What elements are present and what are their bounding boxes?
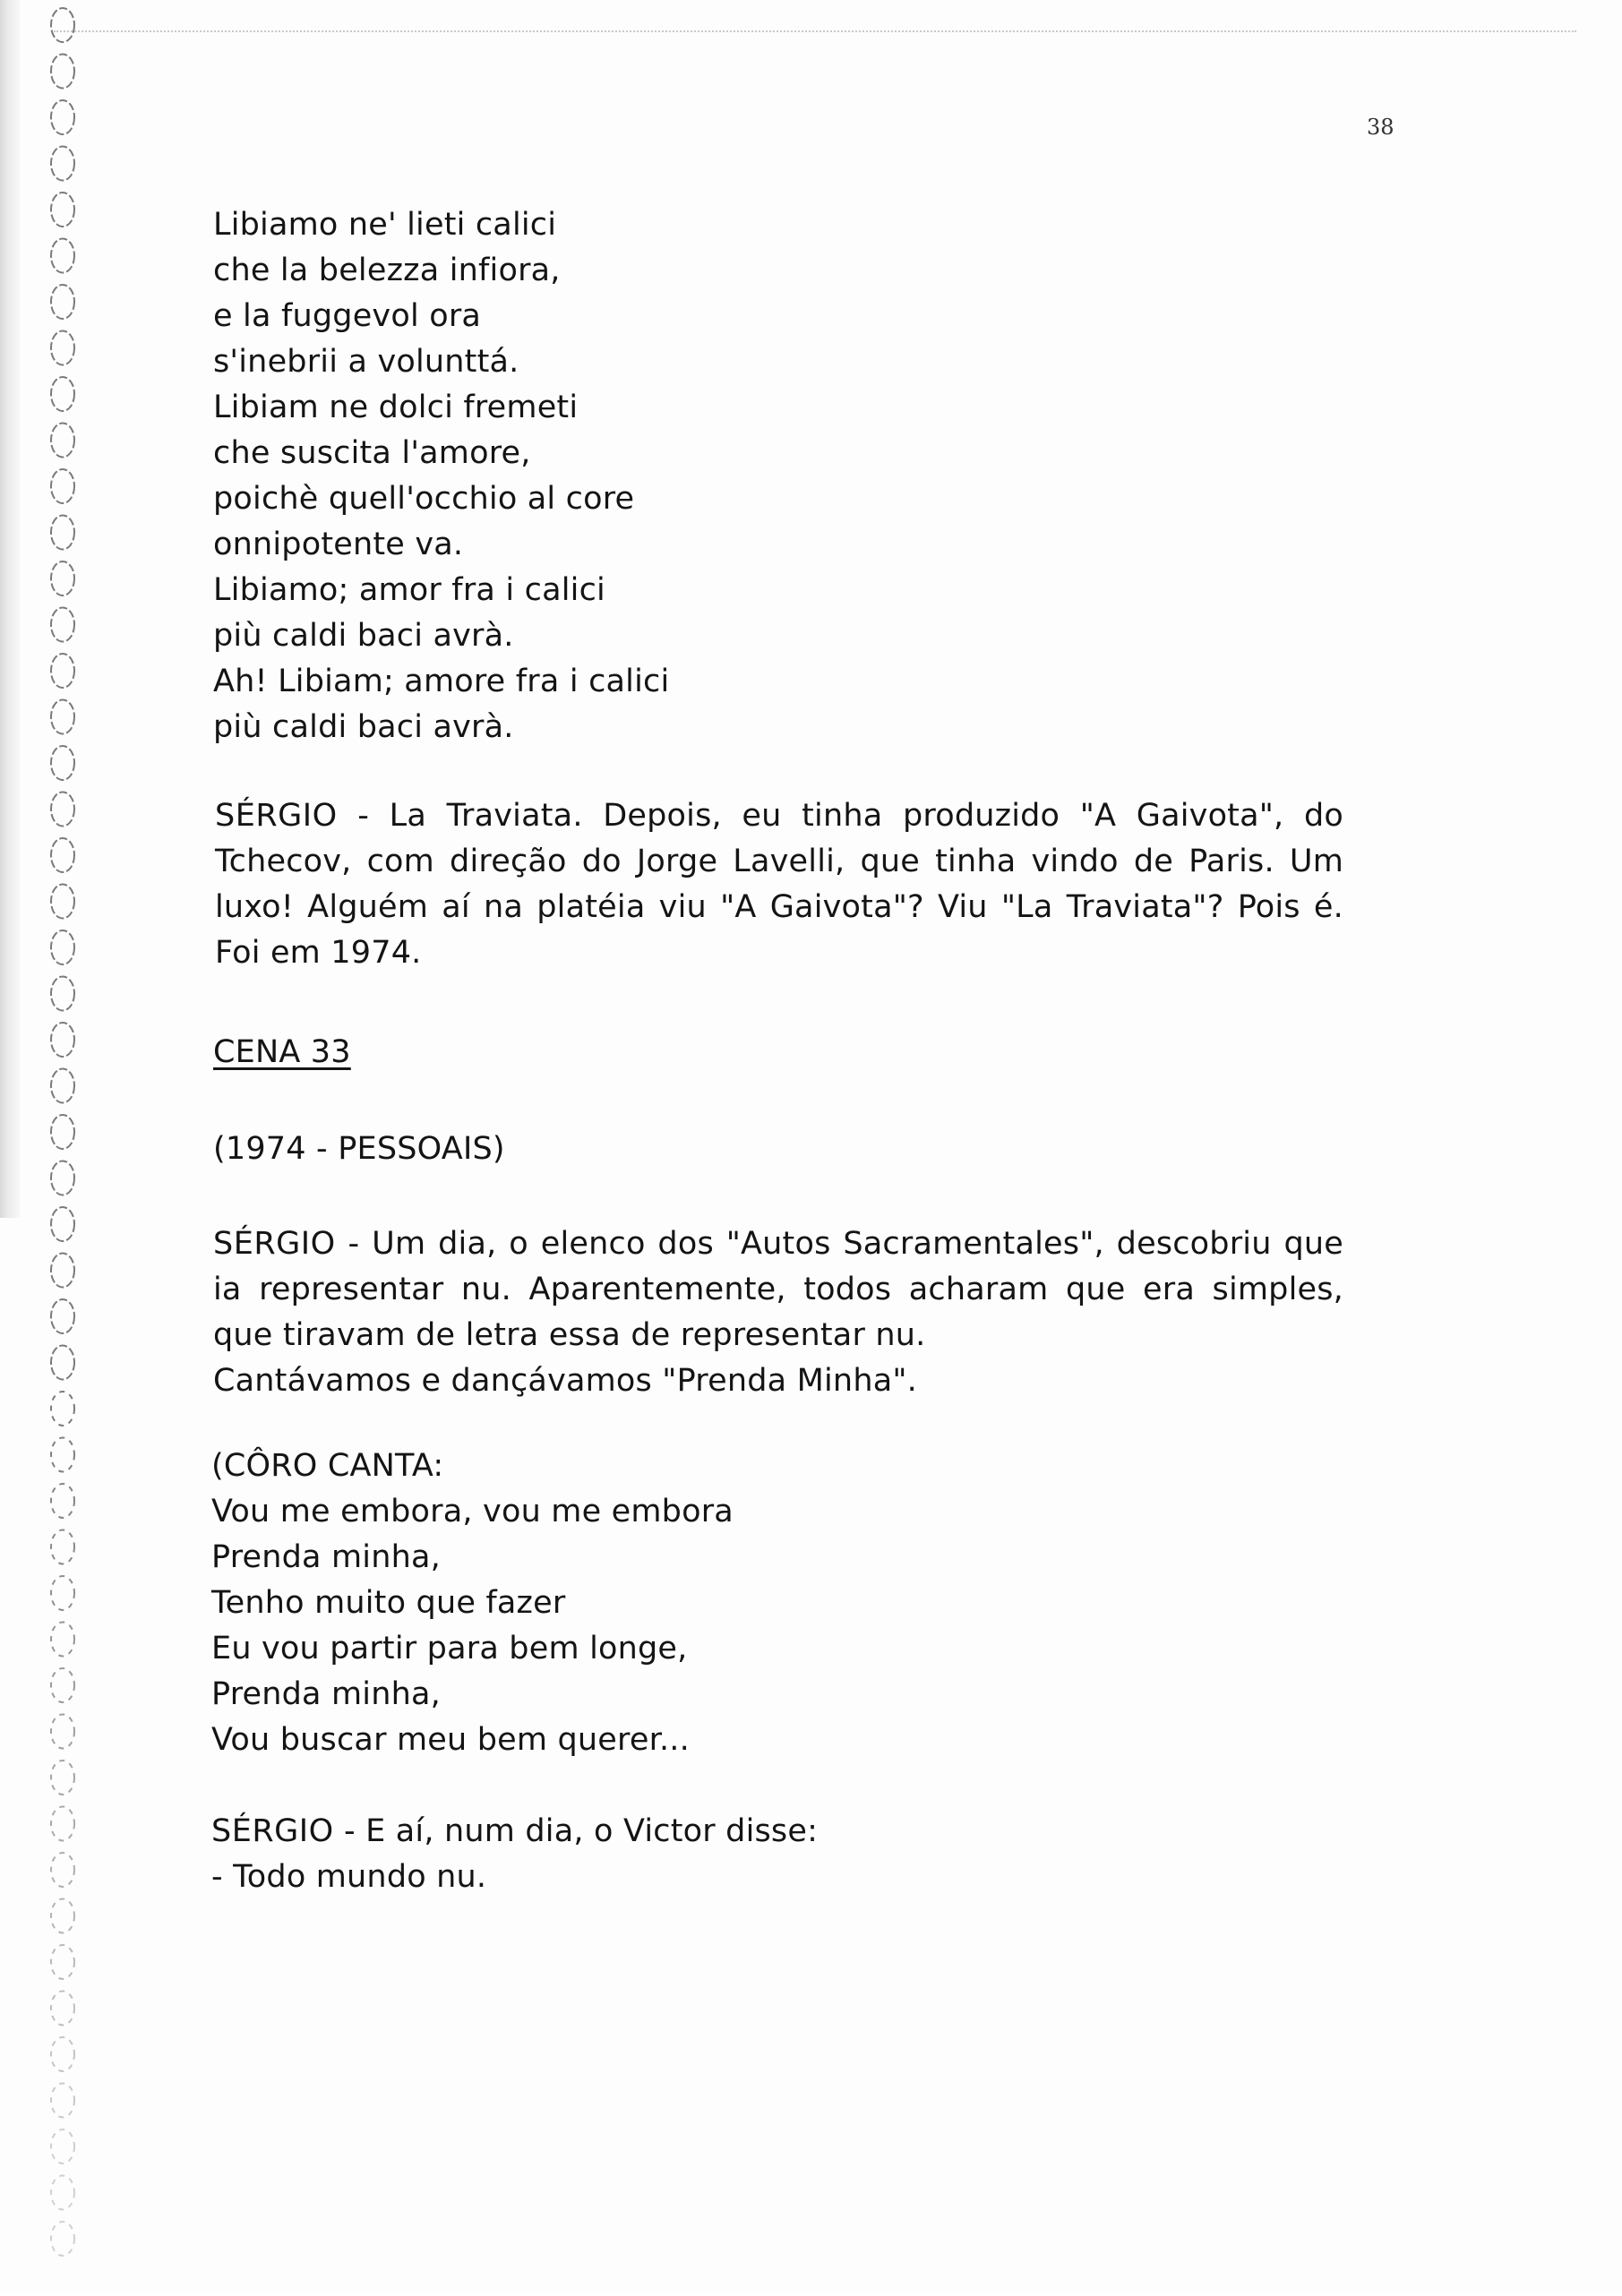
verse-line: che la belezza infiora, [213,253,561,288]
speech-body: - E aí, num dia, o Victor disse: [333,1813,819,1849]
binding-hole [51,1945,74,1979]
speech-paragraph-3 [211,1809,1342,1900]
binding-hole [51,1254,74,1288]
verse-line: Libiamo; amor fra i calici [213,572,605,608]
binding-hole [51,1992,74,2026]
binding-hole [51,792,74,827]
binding-hole [51,1438,74,1472]
verse-line: Ah! Libiam; amore fra i calici [213,664,670,699]
binding-hole [51,2037,74,2071]
speech-text [215,793,1343,976]
speaker-name: SÉRGIO [215,798,338,834]
verse-line: e la fuggevol ora [213,298,482,334]
binding-hole [51,1069,74,1103]
verse-line: Libiam ne dolci fremeti [213,390,579,425]
binding-hole [51,1299,74,1333]
binding-hole [51,1853,74,1887]
binding-hole [51,285,74,319]
binding-hole [51,469,74,503]
binding-hole [51,1715,74,1749]
page-number: 38 [1367,115,1395,140]
song-line: Prenda minha, [211,1676,441,1712]
song-line: Tenho muito que fazer [211,1585,566,1621]
verse-line: s'inebrii a volunttá. [213,344,519,380]
choir-direction: (CÔRO CANTA: [211,1448,444,1484]
binding-hole [51,239,74,273]
verse-line: onnipotente va. [213,527,464,562]
spiral-binding [0,0,99,2292]
binding-hole [51,1115,74,1149]
binding-hole [51,424,74,458]
verse-line: più caldi baci avrà. [213,618,514,654]
speaker-name: SÉRGIO [213,1226,336,1262]
binding-hole [51,516,74,550]
binding-hole [51,1484,74,1518]
binding-hole [51,608,74,642]
binding-hole [51,746,74,780]
binding-hole [51,838,74,872]
binding-hole [51,1161,74,1195]
binding-hole [51,930,74,964]
binding-hole [51,654,74,688]
scene-heading-block [213,1030,1343,1075]
binding-hole [51,2176,74,2210]
binding-hole [51,1807,74,1841]
binding-hole [51,193,74,227]
binding-hole [51,1668,74,1702]
speech-text [211,1809,1342,1855]
binding-hole [51,561,74,595]
verse-line: Libiamo ne' lieti calici [213,207,557,243]
song-line: Vou buscar meu bem querer... [211,1722,690,1758]
binding-hole [51,147,74,181]
verse-line: più caldi baci avrà. [213,709,514,745]
stage-direction-block [213,1127,1343,1172]
binding-hole [51,1576,74,1610]
binding-hole [51,700,74,734]
binding-hole [51,885,74,919]
binding-hole [51,331,74,365]
verse-line: poichè quell'occhio al core [213,481,635,517]
binding-hole [51,2222,74,2256]
speech-paragraph-1 [215,793,1343,976]
speech-body: - Um dia, o elenco dos "Autos Sacramentales", descobriu que ia representar nu. Aparentemente, todos acharam que era simples, que tiravam de letra essa de representar nu. [213,1226,1343,1353]
binding-hole [51,377,74,411]
binding-hole [51,1761,74,1795]
speech-quote: - Todo mundo nu. [211,1859,487,1895]
speech-text [213,1221,1343,1358]
binding-hole [51,8,74,42]
speech-body: - La Traviata. Depois, eu tinha produzido "A Gaivota", do Tchecov, com direção do Jorge Lavelli, que tinha vindo de Paris. Um luxo! Alguém aí na platéia viu "A Gaivota"? Viu "La Traviata"? Pois é. Foi em 1974. [215,798,1343,971]
speech-paragraph-2 [213,1221,1343,1404]
scene-heading: CENA 33 [213,1034,351,1070]
stage-direction: (1974 - PESSOAIS) [213,1131,505,1167]
binding-hole [51,977,74,1011]
binding-hole [51,1899,74,1933]
choir-block [211,1444,1342,1763]
verse-block-traviata [213,202,1343,750]
speech-continuation: Cantávamos e dançávamos "Prenda Minha". [213,1363,917,1399]
binding-hole [51,100,74,134]
binding-hole [51,1392,74,1426]
binding-hole [51,1023,74,1057]
song-line: Vou me embora, vou me embora [211,1494,734,1529]
binding-edge [0,0,20,1218]
verse-line: che suscita l'amore, [213,435,531,471]
speaker-name: SÉRGIO [211,1813,334,1849]
binding-hole [51,1623,74,1657]
binding-hole [51,1530,74,1564]
binding-hole [51,55,74,89]
binding-hole [51,2129,74,2163]
binding-hole [51,1346,74,1380]
top-rule [54,30,1576,32]
song-line: Eu vou partir para bem longe, [211,1631,688,1666]
binding-hole [51,1207,74,1241]
song-line: Prenda minha, [211,1539,441,1575]
binding-hole [51,2084,74,2118]
